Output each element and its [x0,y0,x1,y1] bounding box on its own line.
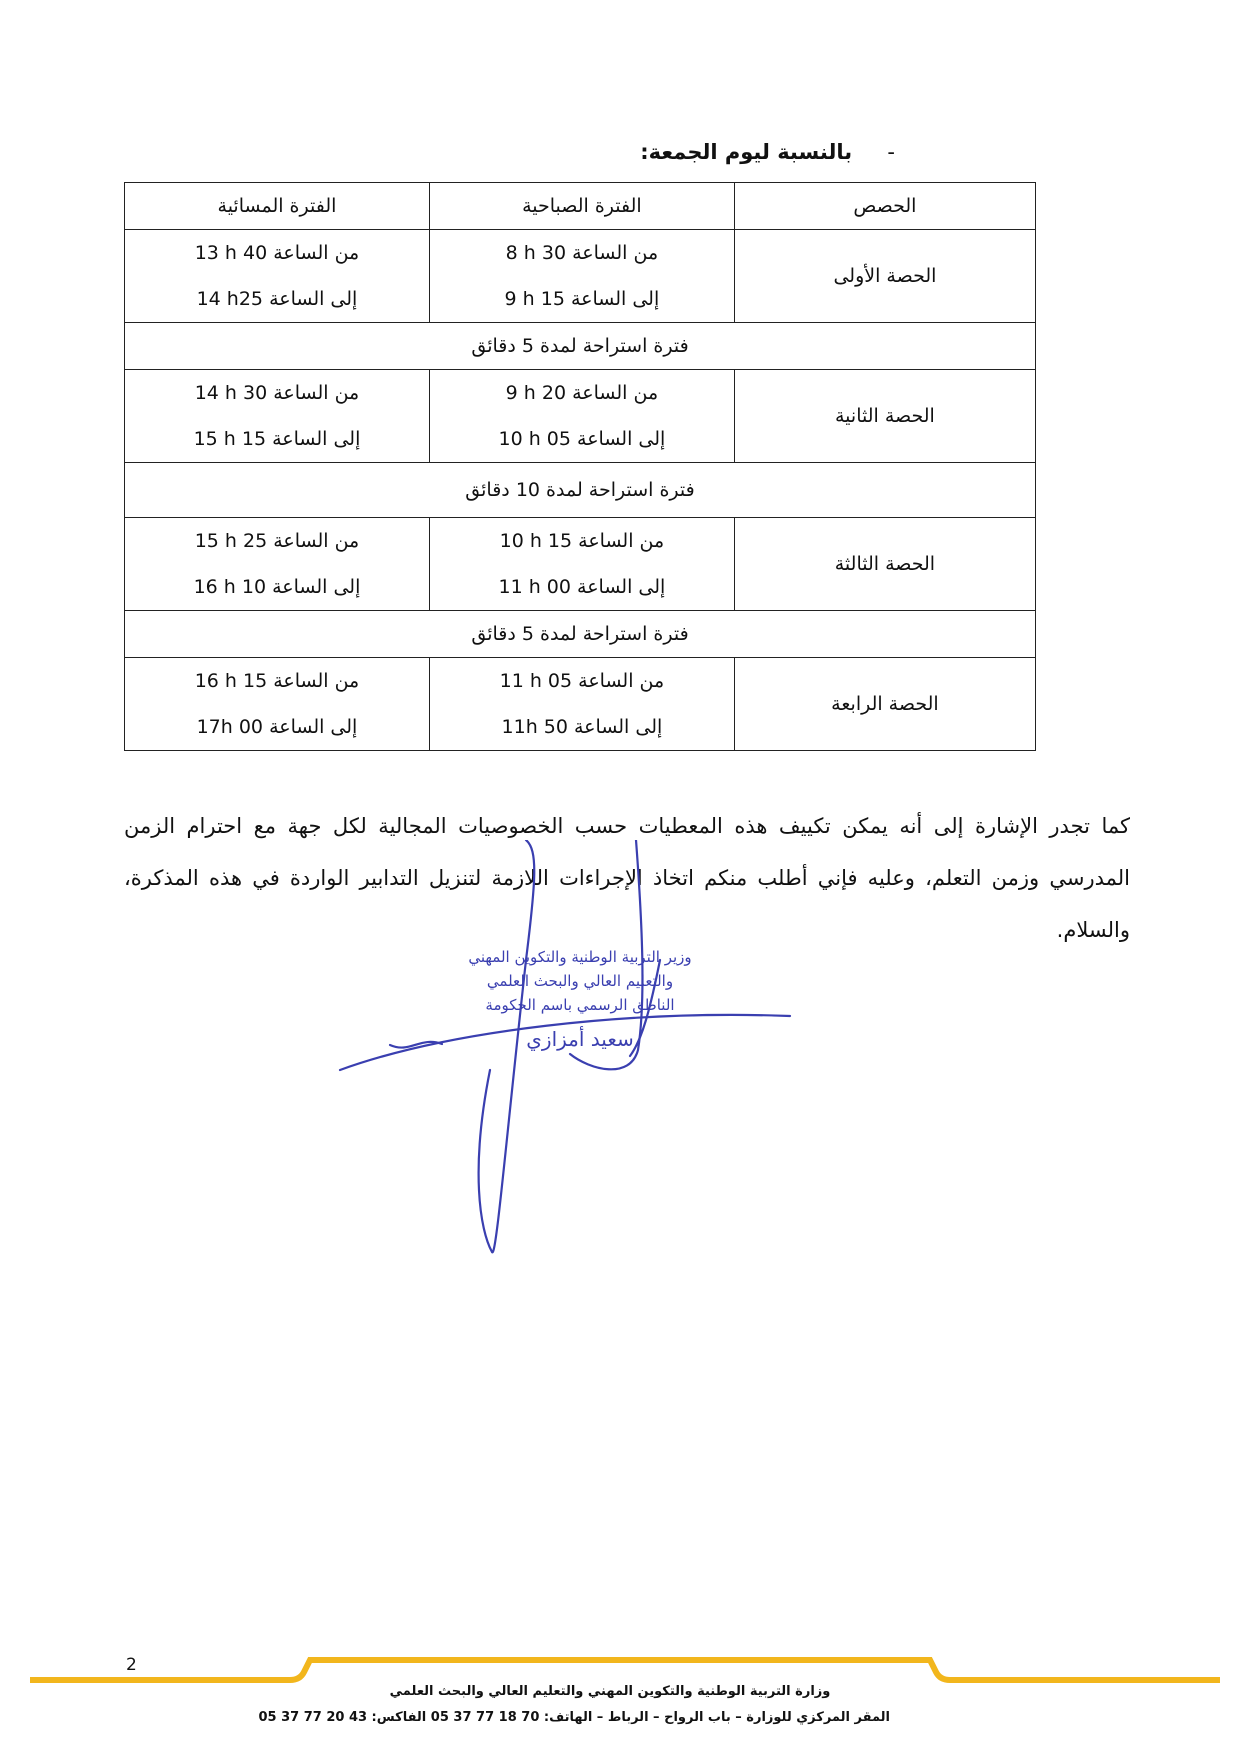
morning-slot [429,518,734,611]
from-label: من الساعة [578,670,665,692]
morning-slot [429,230,734,323]
break-text: فترة استراحة لمدة 5 دقائق [125,611,1036,658]
evening-slot [125,230,430,323]
signature-stamp [330,840,890,1310]
to-time: 11h 50 [501,716,568,738]
to-time: 15 h 15 [193,428,267,450]
to-time: 11 h 00 [498,576,571,598]
session-name: الحصة الثانية [734,370,1035,463]
to-time: 9 h 15 [504,288,565,310]
table-header-row [125,183,1036,230]
from-time: 8 h 30 [505,242,567,264]
from-time: 10 h 15 [499,530,573,552]
stamp-text [468,948,691,1015]
signatory-name: سعيد أمزازي [526,1027,634,1051]
table-row [125,370,1036,463]
to-label: إلى الساعة [570,288,660,310]
to-label: إلى الساعة [272,576,361,598]
from-label: من الساعة [578,530,665,552]
to-time: 14 h25 [196,288,264,310]
table-row [125,230,1036,323]
to-label: إلى الساعة [577,428,666,450]
from-label: من الساعة [572,382,659,404]
friday-schedule-table [124,182,1036,751]
stamp-line: وزير التربية الوطنية والتكوين المهني [468,948,692,966]
to-time: 10 h 05 [498,428,571,450]
header-sessions: الحصص [734,183,1035,230]
to-label: إلى الساعة [272,428,361,450]
from-time: 16 h 15 [194,670,268,692]
from-time: 9 h 20 [505,382,567,404]
stamp-line: والتعليم العالي والبحث العلمي [486,972,674,990]
break-text: فترة استراحة لمدة 5 دقائق [125,323,1036,370]
footer-address: المقر المركزي للوزارة – باب الرواح – الرباط – الهاتف: 70 18 77 37 05 الفاكس: 43 20 77 37 05 [258,1710,890,1725]
session-name: الحصة الأولى [734,230,1035,323]
morning-slot [429,370,734,463]
break-text: فترة استراحة لمدة 10 دقائق [125,463,1036,518]
from-label: من الساعة [273,242,360,264]
table-row [125,658,1036,751]
session-name: الحصة الثالثة [734,518,1035,611]
break-row [125,611,1036,658]
evening-slot [125,518,430,611]
to-time: 16 h 10 [193,576,267,598]
from-label: من الساعة [273,670,360,692]
from-time: 15 h 25 [194,530,268,552]
evening-slot [125,658,430,751]
to-label: إلى الساعة [269,716,358,738]
table-row [125,518,1036,611]
break-row [125,463,1036,518]
to-label: إلى الساعة [577,576,666,598]
to-label: إلى الساعة [269,288,358,310]
footer-ministry: وزارة التربية الوطنية والتكوين المهني والتعليم العالي والبحث العلمي [389,1684,831,1699]
page-number: 2 [126,1655,137,1675]
closing-paragraph: كما تجدر الإشارة إلى أنه يمكن تكييف هذه المعطيات حسب الخصوصيات المجالية لكل جهة مع احترام الزمن المدرسي وزمن التعلم، وعليه فإني أطلب منكم اتخاذ الإجراءات اللازمة لتنزيل التدابير الواردة في هذه المذكرة، والسلام. [124,814,1130,942]
from-time: 14 h 30 [194,382,268,404]
evening-slot [125,370,430,463]
from-label: من الساعة [273,530,360,552]
to-time: 17h 00 [196,716,264,738]
header-evening: الفترة المسائية [125,183,430,230]
from-label: من الساعة [572,242,659,264]
to-label: إلى الساعة [574,716,663,738]
break-row [125,323,1036,370]
from-time: 11 h 05 [499,670,573,692]
session-name: الحصة الرابعة [734,658,1035,751]
heading-dash: - [887,140,895,164]
friday-heading [640,140,895,164]
stamp-line: الناطق الرسمي باسم الحكومة [485,996,675,1014]
header-morning: الفترة الصباحية [429,183,734,230]
from-time: 13 h 40 [194,242,268,264]
from-label: من الساعة [273,382,360,404]
morning-slot [429,658,734,751]
heading-text: بالنسبة ليوم الجمعة: [640,140,853,164]
